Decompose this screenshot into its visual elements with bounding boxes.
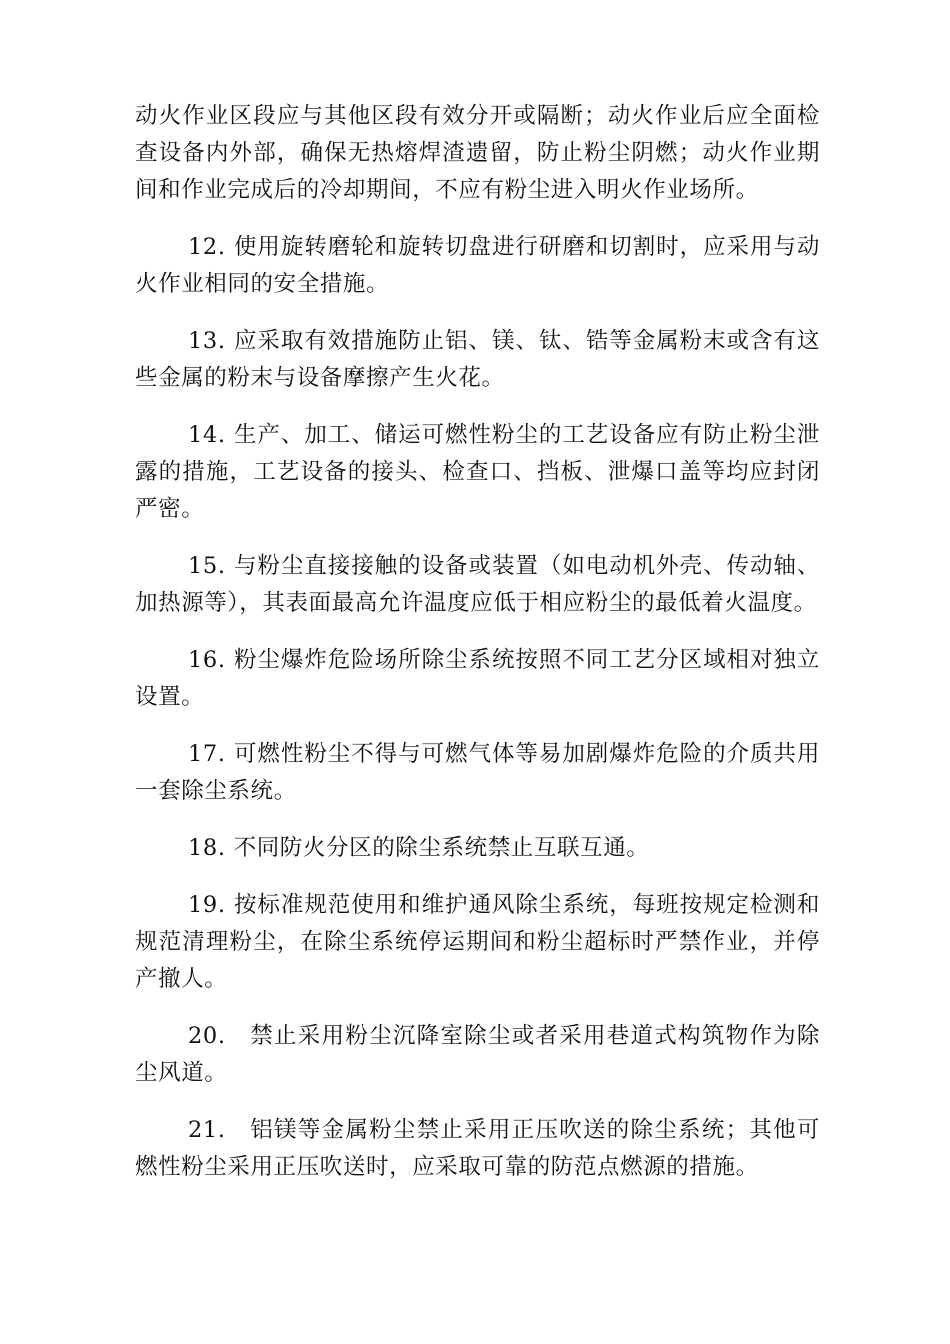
list-item — [135, 548, 820, 622]
item-text: 应采取有效措施防止铝、镁、钛、锆等金属粉末或含有这些金属的粉末与设备摩擦产生火花。 — [135, 328, 820, 391]
list-item — [135, 229, 820, 303]
document-body — [135, 98, 820, 1186]
item-text: 禁止采用粉尘沉降室除尘或者采用巷道式构筑物作为除尘风道。 — [135, 1023, 820, 1086]
item-number: 19. — [188, 892, 226, 918]
list-item — [135, 1018, 820, 1092]
item-text: 粉尘爆炸危险场所除尘系统按照不同工艺分区域相对独立设置。 — [135, 647, 820, 710]
item-number: 20. — [188, 1023, 226, 1049]
item-text: 不同防火分区的除尘系统禁止互联互通。 — [233, 835, 650, 861]
item-number: 18. — [188, 835, 226, 861]
item-number: 15. — [188, 553, 226, 579]
list-item — [135, 1112, 820, 1186]
item-text: 使用旋转磨轮和旋转切盘进行研磨和切割时，应采用与动火作业相同的安全措施。 — [135, 234, 820, 297]
list-item — [135, 642, 820, 716]
item-text: 可燃性粉尘不得与可燃气体等易加剧爆炸危险的介质共用一套除尘系统。 — [135, 741, 820, 804]
item-number: 14. — [188, 422, 226, 448]
item-number: 12. — [188, 234, 226, 260]
item-number: 16. — [188, 647, 226, 673]
item-text: 生产、加工、储运可燃性粉尘的工艺设备应有防止粉尘泄露的措施，工艺设备的接头、检查口、挡板、泄爆口盖等均应封闭严密。 — [135, 422, 820, 522]
item-text: 铝镁等金属粉尘禁止采用正压吹送的除尘系统；其他可燃性粉尘采用正压吹送时，应采取可靠的防范点燃源的措施。 — [135, 1117, 820, 1180]
list-item — [135, 417, 820, 528]
list-item — [135, 323, 820, 397]
list-item — [135, 736, 820, 810]
list-item — [135, 887, 820, 998]
item-number: 13. — [188, 328, 226, 354]
intro-paragraph: 动火作业区段应与其他区段有效分开或隔断；动火作业后应全面检查设备内外部，确保无热熔焊渣遗留，防止粉尘阴燃；动火作业期间和作业完成后的冷却期间，不应有粉尘进入明火作业场所。 — [135, 103, 820, 203]
item-number: 17. — [188, 741, 226, 767]
item-text: 按标准规范使用和维护通风除尘系统，每班按规定检测和规范清理粉尘，在除尘系统停运期间和粉尘超标时严禁作业，并停产撤人。 — [135, 892, 820, 992]
item-number: 21. — [188, 1117, 226, 1143]
list-item — [135, 830, 820, 867]
item-text: 与粉尘直接接触的设备或装置（如电动机外壳、传动轴、加热源等），其表面最高允许温度应低于相应粉尘的最低着火温度。 — [135, 553, 820, 616]
